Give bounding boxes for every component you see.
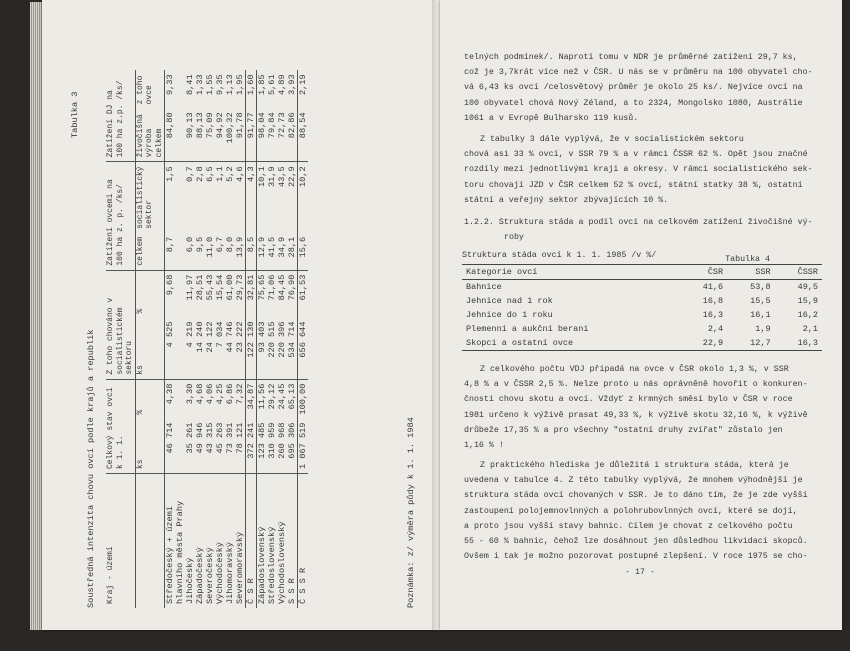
paragraph-1: telných podmínek/. Naproti tomu v NDR je průměrné zatížení 29,7 ks, což je 3,7krát více než v ČSR. U nás se v průměru na 100 obyvatel cho- vá 6,43 ks ovcí /celosvětový průměr je okolo 25 ks/. Nejvíce ovcí na 100 obyvatel chová Nový Zéland, a to 2324, Mongolsko 1080, Austrálie 1061 a v Evropě Bulharsko 119 kusů. (464, 53, 813, 123)
header-vdj: Zatížení DJ na 100 ha z.p. /ks/ (106, 70, 135, 162)
table-cell: 29,12 (267, 383, 277, 410)
table-cell: 34,9 (277, 233, 287, 270)
table-cell: 98,04 (257, 108, 268, 162)
paragraph-2: Z tabulky 3 dále vyplývá, že v socialistickém sektoru chová asi 33 % ovcí, v SSR 79 % a v rámci ČSSR 62 %. Opět jsou značné rozdíly mezi jednotlivými kraji a okresy. V rámci socialistického sek- toru chovají JZD v ČSR celkem 52 % ovcí, státní statky 38 %, ostatní státní a veřejný sektor zbývajících 10 %. (464, 135, 813, 205)
row-region: Západočeský (195, 547, 205, 604)
table-cell: 4 219 (185, 318, 195, 380)
table-row (246, 70, 257, 608)
table-cell: 93 403 (257, 318, 268, 380)
t4-header-ssr: SSR (727, 265, 774, 280)
table-cell: 372 241 (246, 419, 257, 474)
table-cell: 1,13 (225, 74, 235, 96)
header-socsek: Z toho chováno v socialistickém sektoru (106, 270, 135, 379)
table-cell: 10,1 (257, 162, 268, 233)
table-row (235, 70, 246, 608)
table-cell: 4,6 (235, 166, 245, 182)
table-cell: 46 714 (165, 419, 186, 474)
table-cell: 2,8 (195, 166, 205, 182)
table-cell: 49 946 (195, 419, 205, 474)
table-cell: 1,5 (165, 166, 175, 182)
t4-header-cssr: ČSSR (775, 265, 822, 280)
table-cell: 14 240 (195, 318, 205, 380)
table-cell: 8,0 (225, 233, 235, 270)
table-row (205, 70, 215, 608)
table-cell: 91,78 (235, 108, 246, 162)
table-row (287, 70, 298, 608)
table-cell: 24,45 (277, 383, 287, 410)
header-celkem: celkem (135, 233, 165, 270)
table-cell: 44 746 (225, 318, 235, 380)
row-region: Severomoravský (235, 531, 245, 604)
table-cell: 1,85 (257, 70, 268, 108)
page-number: - 17 - (625, 568, 655, 577)
table-cell: 4,68 (195, 383, 205, 405)
table-cell: 32,81 (246, 270, 257, 317)
table-cell: 1,1 (215, 166, 225, 182)
header-zatizeni: Zatížení ovcemi na 100 ha z. p. /ks/ (106, 162, 135, 270)
table-cell: 656 644 (298, 318, 309, 380)
table-cell: 11,0 (205, 233, 215, 270)
header-stav-ks: ks (135, 419, 165, 474)
rotated-table-3 (68, 48, 428, 608)
paragraph-4: Z praktického hlediska je důležitá i struktura stáda, která je uvedena v tabulce 4. Z této tabulky vyplývá, že mnohem výhodnější je struktura stáda ovcí chovaných v SSR. Je to dáno tím, že je zde vyšší zastoupení polojemnovlnných a polohrubovlnných ovcí, které se dojí, a proto jsou vyšší stavy bahnic. Cílem je chovat z celkového počtu 55 - 60 % bahnic, čehož lze dosáhnout jen důsledhou likvidací skopců. Ovšem i tak je možno pozorovat postupné zlepšení. V roce 1975 se cho- (464, 461, 808, 562)
table-cell: 88,54 (298, 108, 309, 162)
table-cell: 31,9 (267, 166, 277, 188)
table-cell: 22,9 (287, 166, 297, 188)
header-socsek-pct: % (135, 270, 165, 317)
table-3-title: Soustředná intenzita chovu ovcí podle krajů a republik (86, 329, 96, 608)
table-cell: 43 315 (205, 419, 215, 474)
row-region: Č S S R (298, 474, 309, 609)
table-cell: 7,32 (235, 383, 245, 405)
table-cell: 28,1 (287, 233, 298, 270)
table-cell: 23 222 (235, 318, 246, 380)
table-cell: 34,87 (246, 379, 257, 418)
table-cell: 24 122 (205, 318, 215, 380)
table-cell: 84,80 (165, 108, 186, 162)
table-cell: 76,90 (287, 274, 297, 301)
table-cell: 1,60 (246, 70, 257, 108)
table-cell: 61,00 (225, 274, 235, 301)
table-row: Skopci a ostatní ovce 22,9 12,7 16,3 (462, 336, 822, 351)
table-3 (106, 70, 308, 608)
table-cell: 10,2 (298, 162, 309, 233)
table-cell: 61,53 (298, 270, 309, 317)
table-cell: 6,86 (225, 383, 235, 405)
header-zivoc: živočišná výroba celkem (135, 108, 165, 162)
table-cell: 11,56 (257, 379, 268, 418)
table-cell: 1 067 519 (298, 419, 309, 474)
table-cell: 260 968 (277, 419, 287, 474)
table-cell: 9,35 (215, 74, 225, 96)
table-row (225, 70, 235, 608)
table-cell: 15,54 (215, 274, 225, 301)
table-cell: 13,9 (235, 233, 246, 270)
table-cell: 72,73 (277, 108, 287, 162)
table-4 (462, 264, 822, 351)
table-cell: 695 306 (287, 419, 298, 474)
table-cell: 4 525 (165, 318, 186, 380)
table-cell: 41,5 (267, 233, 277, 270)
table-cell: 9,33 (165, 74, 175, 96)
table-cell: 35 261 (185, 419, 195, 474)
table-4-title: Struktura stáda ovcí k 1. 1. 1985 /v %/ (462, 251, 657, 260)
table-row (277, 70, 287, 608)
table-3-label: Tabulka 3 (70, 91, 80, 138)
row-region: S S R (287, 578, 297, 604)
table-row (267, 70, 277, 608)
table-cell: 12,9 (257, 233, 268, 270)
table-cell: 5,61 (267, 74, 277, 96)
table-cell: 4,25 (215, 383, 225, 405)
header-ovce: z toho ovce (135, 70, 165, 108)
table-row: Bahnice 41,6 53,8 49,5 (466, 282, 818, 292)
book-page-edges (30, 2, 42, 630)
table-row (195, 70, 205, 608)
row-region: Č S R (246, 474, 257, 609)
left-page (42, 0, 437, 630)
table-cell: 5,2 (225, 166, 235, 182)
table-cell: 3,93 (287, 74, 297, 96)
table-cell: 73 391 (225, 419, 235, 474)
row-region: Východoslovenský (277, 521, 287, 604)
table-cell: 78 121 (235, 419, 246, 474)
paragraph-3: Z celkového počtu VDJ připadá na ovce v ČSR okolo 1,3 %, v SSR 4,8 % a v ČSSR 2,5 %. Nelze proto u nás oprávněně hovořit o konkuren- čnosti chovu skotu a ovcí. Vždyť z krmných směsí bylo v ČSR v roce 1981 určeno k výživě prasat 49,33 %, k výživě skotu 32,16 %, k výživě drůbeže 17,35 % a pro všechny "ostatní druhy zvířat" zůstalo jen 1,16 % ! (464, 365, 808, 451)
section-heading: 1.2.2. Struktura stáda a podíl ovcí na celkovém zatížení živočišné vý- roby (464, 218, 813, 243)
table-cell: 91,77 (246, 108, 257, 162)
table-cell: 2,19 (298, 70, 309, 108)
table-row: Plemenní a aukční berani 2,4 1,9 2,1 (466, 324, 818, 334)
table-cell: 1,95 (235, 74, 245, 96)
table-cell: 9,68 (165, 274, 175, 296)
table-3-footnote: Poznámka: z/ výměra půdy k 1. 1. 1984 (406, 417, 416, 608)
table-cell: 88,13 (195, 108, 205, 162)
table-row (185, 70, 195, 608)
row-region: Jihomoravský (225, 542, 235, 604)
table-cell: 79,84 (267, 108, 277, 162)
row-region: Středočeský + území hlavního města Prahy (165, 500, 185, 604)
table-row (257, 70, 268, 608)
table-cell: 310 959 (267, 419, 277, 474)
table-cell: 4,38 (165, 383, 175, 405)
table-cell: 71,06 (267, 274, 277, 301)
table-cell: 8,7 (165, 233, 186, 270)
table-cell: 122 130 (246, 318, 257, 380)
right-page (440, 0, 842, 630)
table-row: Jehnice nad 1 rok 16,8 15,5 15,9 (466, 296, 818, 306)
table-cell: 3,30 (185, 383, 195, 405)
row-region: Západoslovenský (257, 474, 268, 609)
table-cell: 123 485 (257, 419, 268, 474)
table-cell: 75,09 (205, 108, 215, 162)
table-cell: 100,00 (298, 379, 309, 418)
table-cell: 6,7 (215, 233, 225, 270)
header-soc: socialistický sektor (135, 162, 165, 233)
table-cell: 9,5 (195, 233, 205, 270)
row-region: Severočeský (205, 547, 215, 604)
table-cell: 8,5 (246, 233, 257, 270)
table-cell: 75,65 (257, 270, 268, 317)
table-cell: 45 263 (215, 419, 225, 474)
table-cell: 29,73 (235, 274, 245, 301)
table-cell: 4,3 (246, 162, 257, 233)
row-region: Středoslovenský (267, 526, 277, 604)
header-socsek-ks: ks (135, 318, 165, 380)
table-row: Jehnice do 1 roku 16,3 16,1 16,2 (466, 310, 818, 320)
table-cell: 6,5 (205, 166, 215, 182)
table-cell: 15,6 (298, 233, 309, 270)
t4-header-csr: ČSR (680, 265, 727, 280)
table-cell: 1,33 (195, 74, 205, 96)
table-row (215, 70, 225, 608)
header-stav-pct: % (135, 379, 165, 418)
table-row (298, 70, 309, 608)
t4-header-category: Kategorie ovcí (462, 265, 680, 280)
header-stav: Celkový stav ovcí k 1. 1. (106, 379, 135, 473)
table-row (165, 70, 186, 608)
table-cell: 28,51 (195, 274, 205, 301)
table-cell: 43,5 (277, 166, 287, 188)
table-cell: 220 396 (277, 318, 287, 380)
row-region: Jihočeský (185, 557, 195, 604)
table-cell: 1,55 (205, 74, 215, 96)
table-cell: 4,06 (205, 383, 215, 405)
table-cell: 7 034 (215, 318, 225, 380)
table-cell: 534 714 (287, 318, 298, 380)
table-cell: 65,13 (287, 383, 297, 410)
table-cell: 220 515 (267, 318, 277, 380)
table-cell: 11,97 (185, 274, 195, 301)
table-cell: 84,45 (277, 274, 287, 301)
table-cell: 0,7 (185, 166, 195, 182)
table-cell: 82,86 (287, 108, 298, 162)
table-cell: 94,92 (215, 108, 225, 162)
header-region: Kraj - území (106, 474, 135, 609)
table-cell: 6,0 (185, 233, 195, 270)
row-region: Východočeský (215, 542, 225, 604)
table-cell: 4,89 (277, 74, 287, 96)
table-cell: 55,43 (205, 274, 215, 301)
table-cell: 8,41 (185, 74, 195, 96)
table-4-label: Tabulka 4 (725, 255, 770, 264)
table-cell: 90,13 (185, 108, 195, 162)
table-cell: 100,32 (225, 108, 235, 162)
